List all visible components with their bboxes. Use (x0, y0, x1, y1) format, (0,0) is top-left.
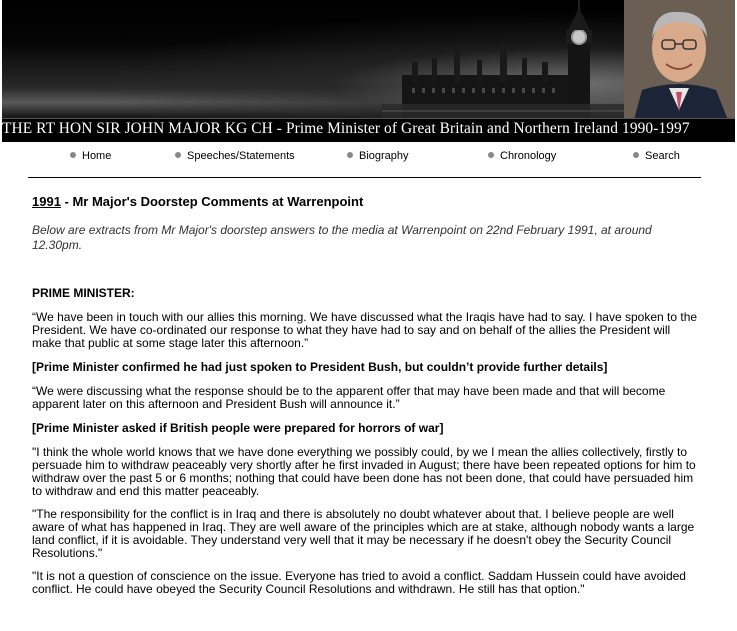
nav-search-label: Search (645, 150, 680, 162)
quote-paragraph: "It is not a question of conscience on the issue. Everyone has tried to avoid a conflict. Saddam Hussein could have avoided conflict. He could have obeyed the Security Council Resolutions and withdrawn. He still has that option." (32, 569, 686, 596)
bullet-icon (488, 152, 494, 158)
westminster-skyline-image (382, 0, 627, 120)
nav-search[interactable] (633, 150, 680, 162)
stage-direction: [Prime Minister confirmed he had just spoken to President Bush, but couldn’t provide further details] (32, 360, 608, 374)
quote-paragraph: “We were discussing what the response should be to the apparent offer that may have been made and that will become apparent later on this afternoon and President Bush will announce it.” (32, 384, 666, 411)
bullet-icon (347, 152, 353, 158)
bullet-icon (70, 152, 76, 158)
quote-paragraph: "The responsibility for the conflict is in Iraq and there is absolutely no doubt whatever about that. I believe people are well aware of what has happened in Iraq. They are well aware of the principles which are at stake, although nobody wants a large land conflict, if it is avoidable. They understand very well that it may be necessary if he doesn't obey the Security Council Resolutions." (32, 507, 695, 560)
nav-speeches-statements[interactable] (175, 150, 295, 162)
article-title-text: - Mr Major's Doorstep Comments at Warrenpoint (60, 194, 364, 209)
speaker-label: PRIME MINISTER: (32, 286, 135, 300)
nav-chronology[interactable] (488, 150, 556, 162)
nav-biography[interactable] (347, 150, 409, 162)
quote-paragraph: "I think the whole world knows that we have done everything we possibly could, by we I mean the allies collectively, firstly to persuade him to withdraw peaceably very shortly after he first invaded in August; there have been repeated options for him to withdraw over the past 5 or 6 months; nothing that could have been done has not been done, that could have persuaded him to withdraw and end this matter peaceably. (32, 445, 696, 498)
year-link[interactable]: 1991 (32, 194, 61, 209)
nav-divider (28, 177, 701, 178)
article-intro: Below are extracts from Mr Major's doorstep answers to the media at Warrenpoint on 22nd February 1991, at around 12.30pm. (32, 223, 652, 252)
bullet-icon (633, 152, 639, 158)
nav-home[interactable] (70, 150, 111, 162)
quote-paragraph: “We have been in touch with our allies this morning. We have discussed what the Iraqis have had to say. I have spoken to the President. We have co-ordinated our response to what they have had to say and on behalf of the allies the President will make that public at some stage later this afternoon.” (32, 310, 698, 350)
site-title: THE RT HON SIR JOHN MAJOR KG CH - Prime Minister of Great Britain and Northern Ireland 1990-1997 (2, 120, 690, 137)
stage-direction: [Prime Minister asked if British people were prepared for horrors of war] (32, 421, 444, 435)
bullet-icon (175, 152, 181, 158)
article-title (32, 194, 702, 210)
nav-home-label: Home (82, 150, 112, 162)
main-navigation (0, 150, 737, 166)
nav-chronology-label: Chronology (500, 150, 557, 162)
nav-biography-label: Biography (359, 150, 409, 162)
portrait-photo (624, 0, 735, 120)
article-content (32, 194, 702, 596)
nav-speeches-label: Speeches/Statements (187, 150, 295, 162)
